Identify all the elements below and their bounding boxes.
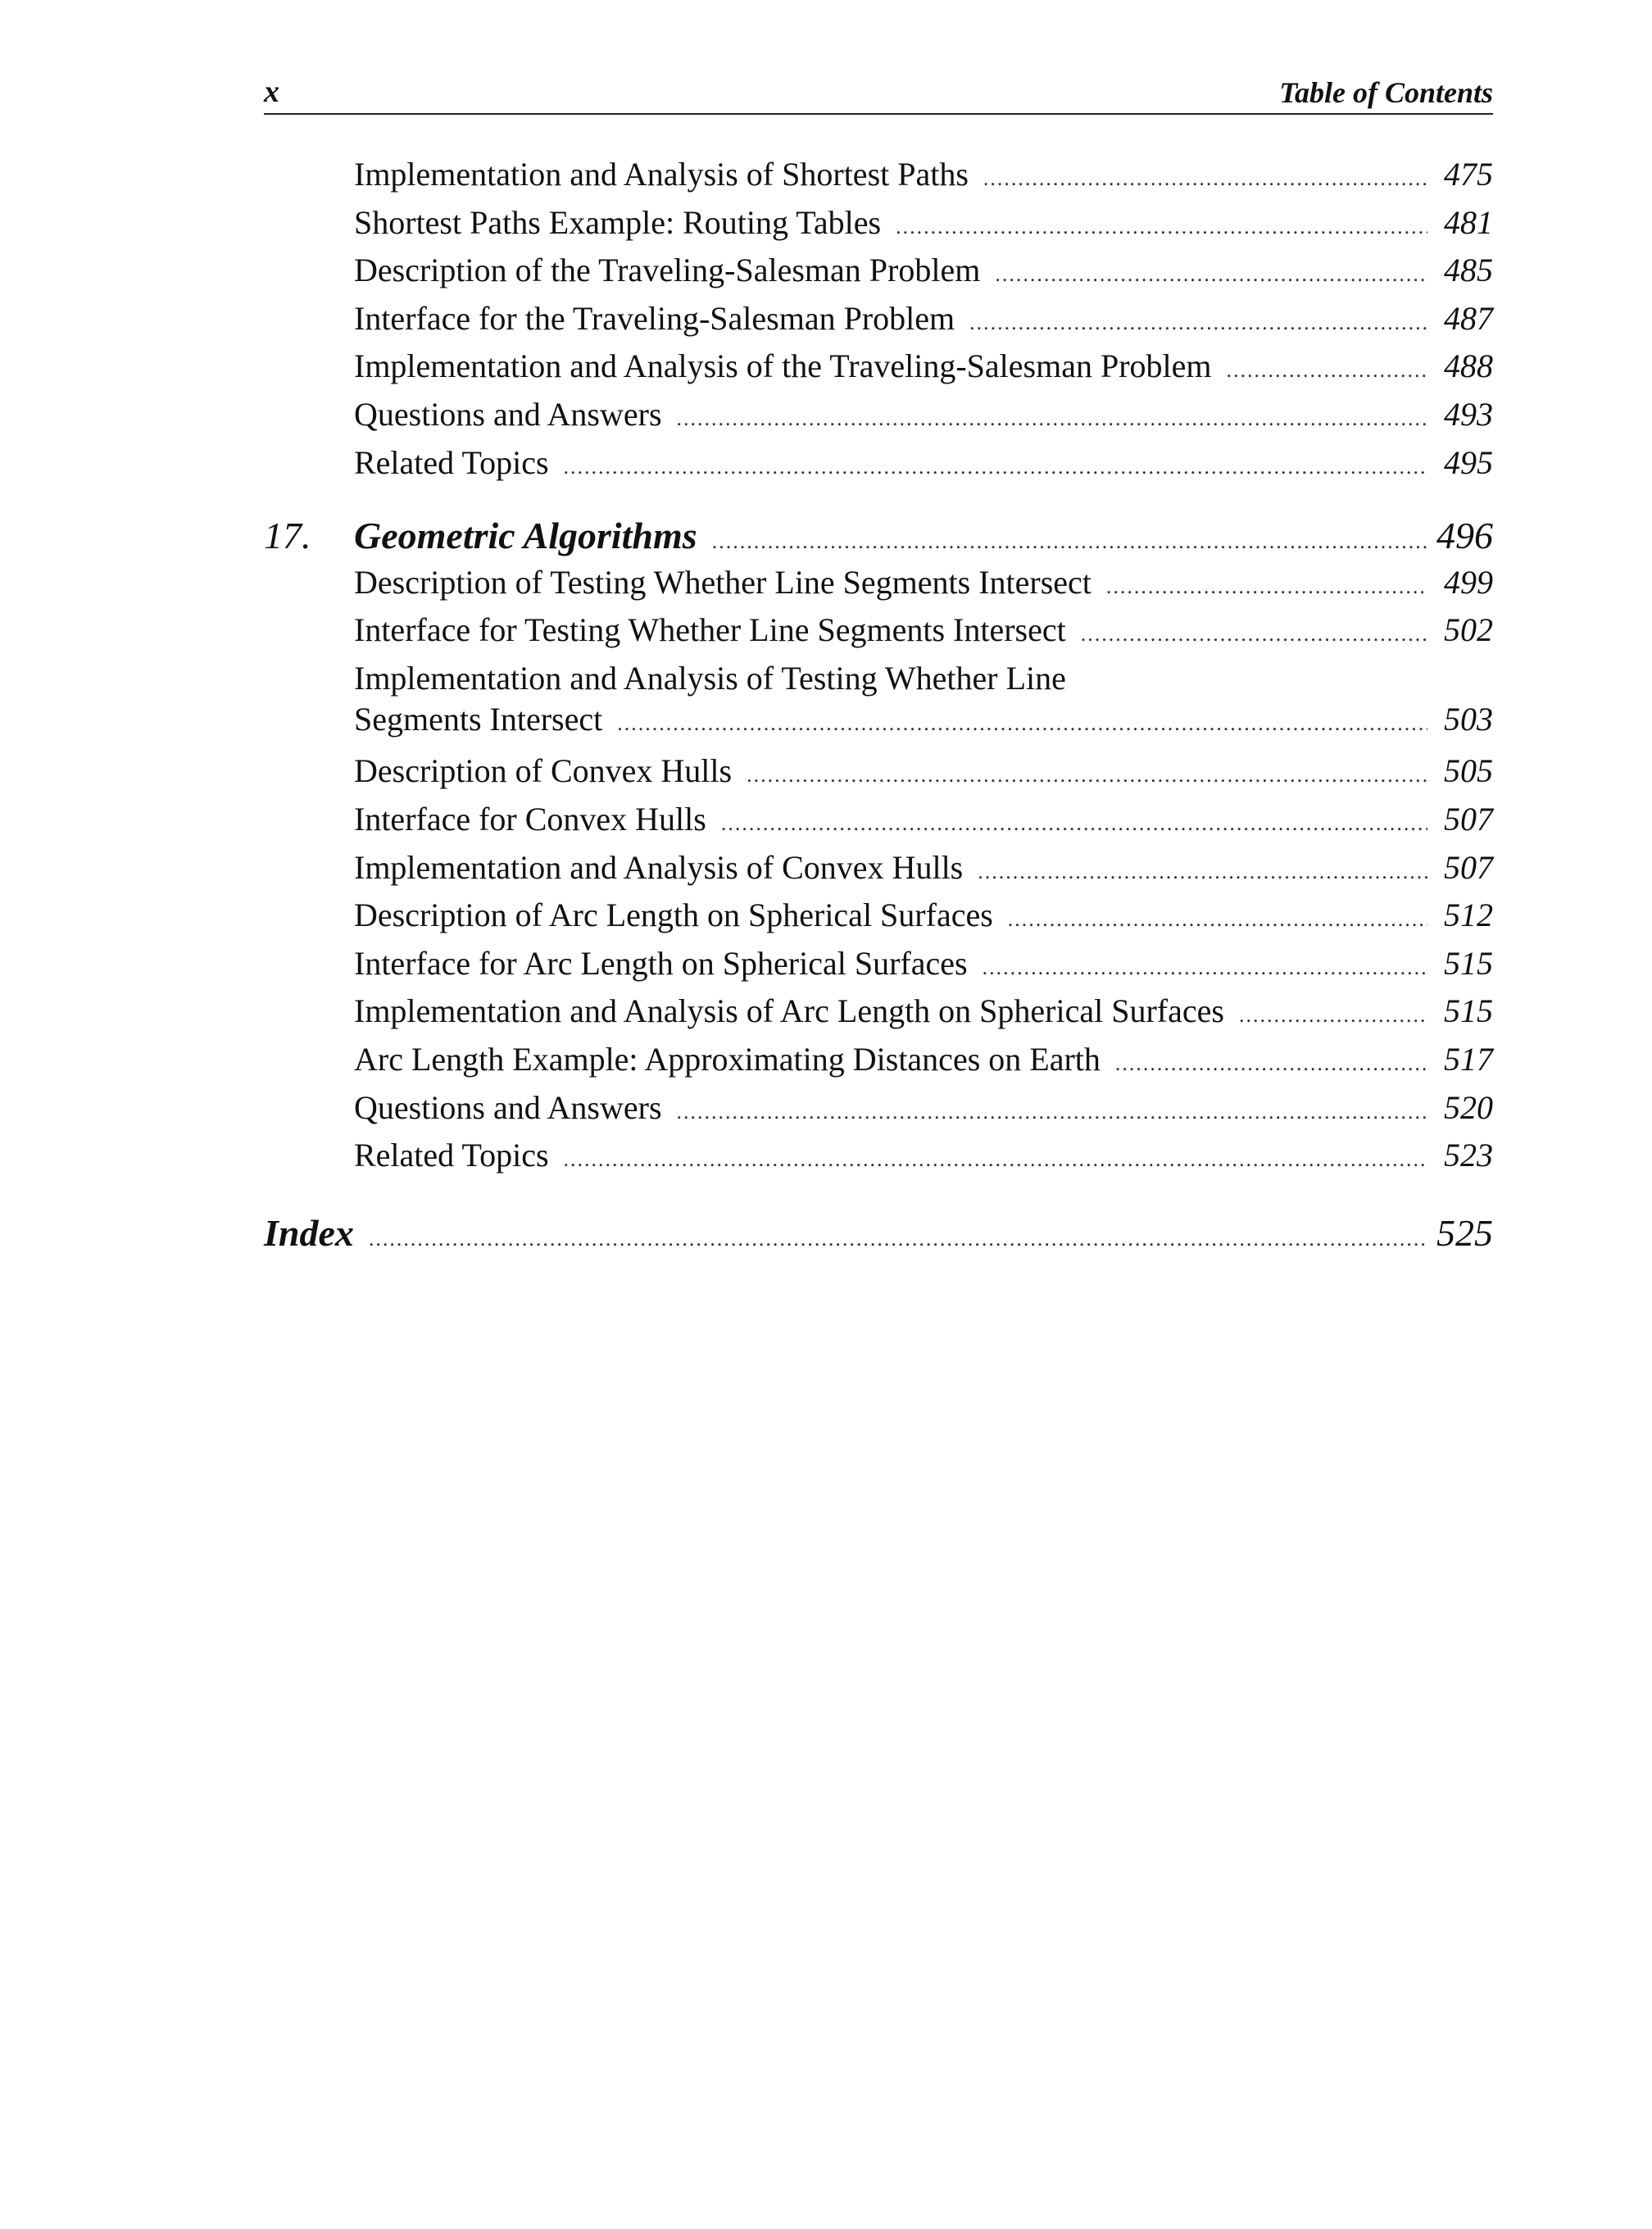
toc-entry-title-line2: Segments Intersect [354,700,603,738]
dot-leader [721,803,1427,844]
dot-leader [1115,1043,1427,1084]
dot-leader [369,1214,1428,1264]
index-page: 525 [1436,1212,1493,1255]
toc-entry-page: 505 [1444,752,1493,790]
toc-entry-title: Implementation and Analysis of Shortest Paths [354,156,969,193]
toc-entry-page: 499 [1444,563,1493,601]
toc-entry-title: Questions and Answers [354,1088,662,1126]
toc-entry-page: 485 [1444,252,1493,289]
dot-leader [983,158,1427,199]
toc-entry-page: 517 [1444,1040,1493,1078]
toc-entry-page: 515 [1444,992,1493,1030]
toc-entry-page: 512 [1444,897,1493,934]
toc-entry-page: 493 [1444,395,1493,433]
dot-leader [1227,350,1427,391]
toc-entry[interactable] [354,154,1493,195]
toc-entry[interactable] [354,250,1493,291]
dot-leader [677,1092,1427,1133]
toc-entry[interactable] [354,443,1493,483]
chapter-number: 17. [264,514,311,556]
toc-entry-title: Related Topics [354,1137,549,1174]
toc-entry-page: 475 [1444,156,1493,193]
toc-entry[interactable] [354,943,1493,984]
toc-entry[interactable] [354,1039,1493,1080]
toc-entry[interactable] [354,847,1493,888]
toc-entry-page: 507 [1444,848,1493,886]
toc-entry-page: 487 [1444,299,1493,337]
toc-entry[interactable] [354,298,1493,339]
toc-entry-title-line1: Implementation and Analysis of Testing Whether Line [354,659,1066,697]
chapter-page: 496 [1436,514,1493,556]
toc-entry-title: Related Topics [354,443,549,481]
dot-leader [747,755,1427,796]
toc-entry[interactable] [354,1135,1493,1176]
dot-leader [969,302,1427,343]
toc-entry-title: Implementation and Analysis of the Traveling-Salesman Problem [354,347,1212,385]
toc-entry-title: Questions and Answers [354,395,662,433]
dot-leader [712,517,1428,566]
toc-entry-title: Description of the Traveling-Salesman Problem [354,252,981,289]
dot-leader [978,851,1427,892]
chapter-heading[interactable] [264,511,1493,561]
toc-entry-page: 515 [1444,944,1493,982]
toc-entry-page: 523 [1444,1137,1493,1174]
toc-entry[interactable] [354,658,1493,744]
dot-leader [564,1139,1427,1180]
dot-leader [983,947,1427,988]
dot-leader [995,254,1427,295]
toc-entry-title: Implementation and Analysis of Arc Length on Spherical Surfaces [354,992,1224,1030]
toc-entry-page: 495 [1444,443,1493,481]
toc-entry-page: 502 [1444,611,1493,649]
index-entry[interactable] [264,1209,1493,1258]
dot-leader [1008,899,1427,940]
index-title: Index [264,1212,354,1255]
dot-leader [564,447,1427,488]
toc-entry-page: 520 [1444,1088,1493,1126]
dot-leader [896,207,1427,247]
toc-entry-title: Interface for Testing Whether Line Segments Intersect [354,611,1066,649]
dot-leader [677,398,1427,439]
toc-entry-title: Interface for Convex Hulls [354,800,706,838]
chapter-title: Geometric Algorithms [354,514,697,556]
running-header [264,70,1493,115]
dot-leader [1239,995,1427,1036]
toc-entry-title: Implementation and Analysis of Convex Hulls [354,848,964,886]
toc-entry[interactable] [354,562,1493,603]
toc-entry-title: Shortest Paths Example: Routing Tables [354,203,882,241]
toc-entry[interactable] [354,895,1493,936]
dot-leader [1106,566,1427,607]
table-of-contents [264,154,1493,1258]
toc-entry[interactable] [354,799,1493,840]
dot-leader [617,703,1427,744]
toc-entry-page: 488 [1444,347,1493,385]
toc-entry-title: Interface for the Traveling-Salesman Problem [354,299,955,337]
toc-entry-title: Description of Arc Length on Spherical Surfaces [354,897,993,934]
toc-entry[interactable] [354,394,1493,435]
dot-leader [1081,614,1427,655]
toc-entry[interactable] [354,610,1493,651]
page-number: x [264,75,279,109]
toc-entry[interactable] [354,751,1493,792]
toc-entry-page: 503 [1444,700,1493,738]
toc-entry-title: Interface for Arc Length on Spherical Surfaces [354,944,968,982]
toc-entry[interactable] [354,1087,1493,1128]
toc-entry-title: Description of Convex Hulls [354,752,733,790]
running-title: Table of Contents [1279,76,1493,109]
toc-entry-page: 481 [1444,203,1493,241]
toc-entry[interactable] [354,346,1493,387]
toc-entry[interactable] [354,202,1493,243]
toc-entry-title: Description of Testing Whether Line Segments Intersect [354,563,1092,601]
toc-entry[interactable] [354,991,1493,1032]
toc-entry-title: Arc Length Example: Approximating Distances on Earth [354,1040,1101,1078]
toc-entry-page: 507 [1444,800,1493,838]
